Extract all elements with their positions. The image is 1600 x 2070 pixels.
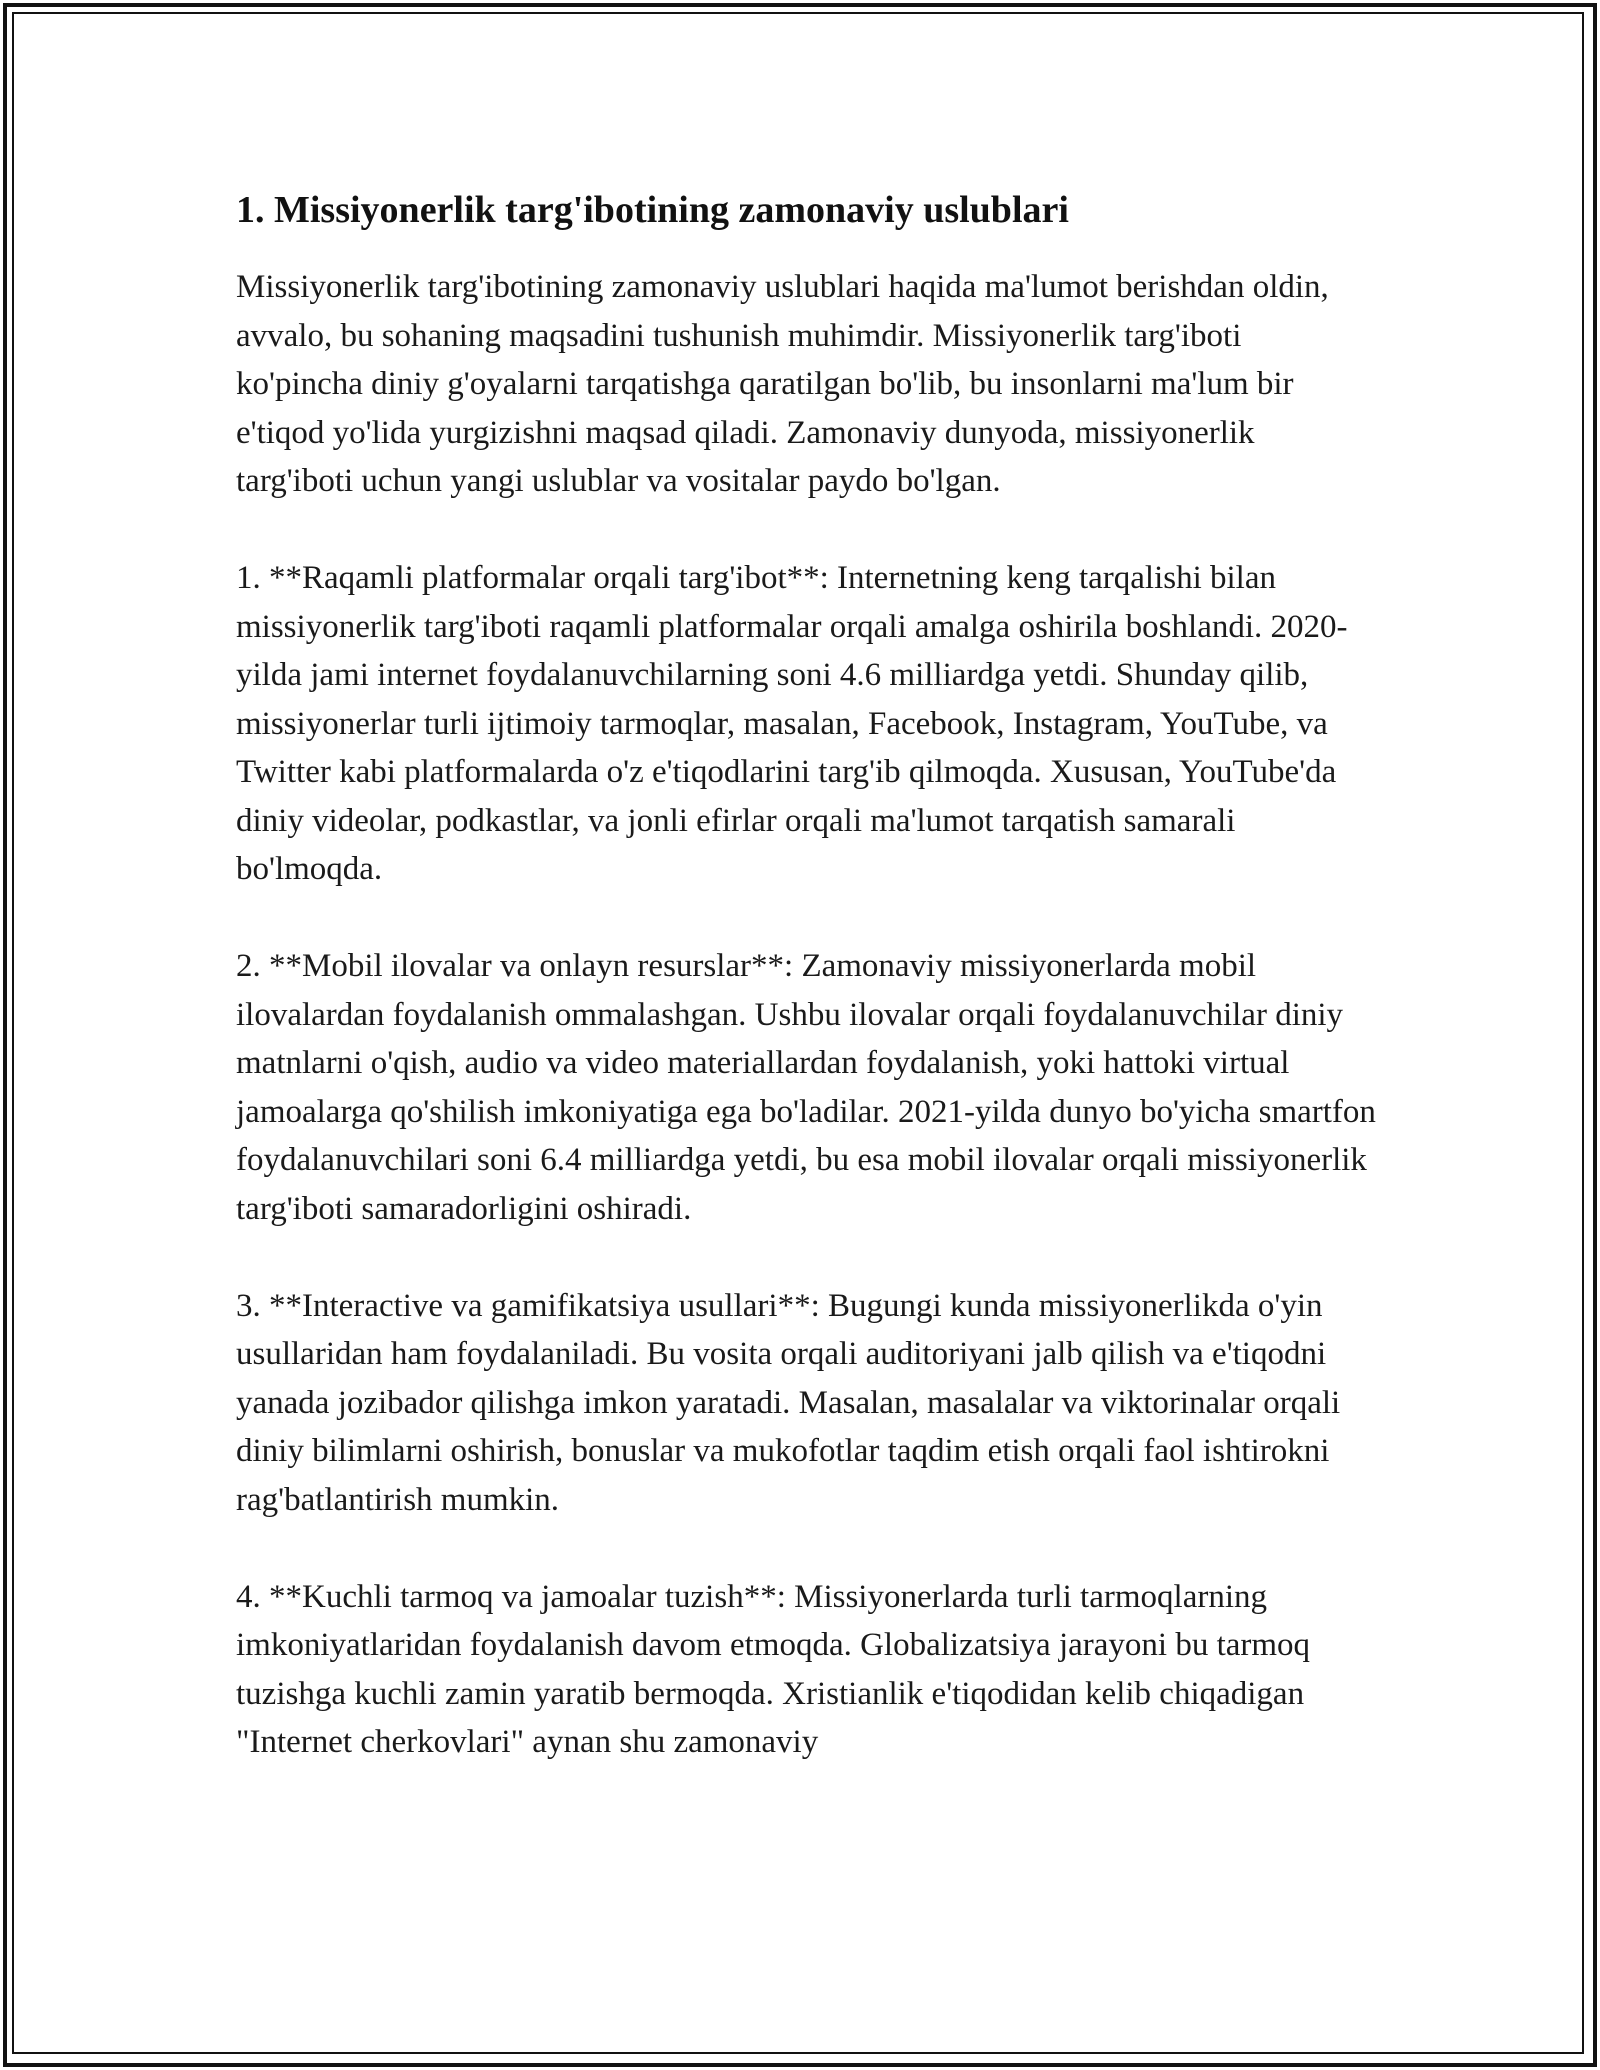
paragraph-networks: 4. **Kuchli tarmoq va jamoalar tuzish**: Missiyonerlarda turli tarmoqlarning imkoniyatlaridan foydalanish davom etmoqda. Globalizatsiya jarayoni bu tarmoq tuzishga kuchli zamin yaratib bermoqda. Xristianlik e'tiqodidan kelib chiqadigan "Internet cherkovlari" aynan shu zamonaviy: [236, 1578, 1311, 1760]
paragraph-mobile-apps: 2. **Mobil ilovalar va onlayn resurslar**: Zamonaviy missiyonerlarda mobil ilovalardan foydalanish ommalashgan. Ushbu ilovalar orqali foydalanuvchilar diniy matnlarni o'qish, audio va video materiallardan foydalanish, yoki hattoki virtual jamoalarga qo'shilish imkoniyatiga ega bo'ladilar. 2021-yilda dunyo bo'yicha smartfon foydalanuvchilari soni 6.4 milliardga yetdi, bu esa mobil ilovalar orqali missiyonerlik targ'iboti samaradorligini oshiradi.: [236, 948, 1376, 1227]
paragraph-digital-platforms: 1. **Raqamli platformalar orqali targ'ibot**: Internetning keng tarqalishi bilan missiyonerlik targ'iboti raqamli platformalar orqali amalga oshirila boshlandi. 2020-yilda jami internet foydalanuvchilarning soni 4.6 milliardga yetdi. Shunday qilib, missiyonerlar turli ijtimoiy tarmoqlar, masalan, Facebook, Instagram, YouTube, va Twitter kabi platformalarda o'z e'tiqodlarini targ'ib qilmoqda. Xususan, YouTube'da diniy videolar, podkastlar, va jonli efirlar orqali ma'lumot tarqatish samarali bo'lmoqda.: [236, 560, 1348, 887]
document-body: [236, 186, 1376, 1767]
intro-paragraph: Missiyonerlik targ'ibotining zamonaviy uslublari haqida ma'lumot berishdan oldin, avvalo, bu sohaning maqsadini tushunish muhimdir. Missiyonerlik targ'iboti ko'pincha diniy g'oyalarni tarqatishga qaratilgan bo'lib, bu insonlarni ma'lum bir e'tiqod yo'lida yurgizishni maqsad qiladi. Zamonaviy dunyoda, missiyonerlik targ'iboti uchun yangi uslublar va vositalar paydo bo'lgan.: [236, 269, 1329, 499]
section-heading: 1. Missiyonerlik targ'ibotining zamonaviy uslublari: [236, 189, 1069, 231]
paragraph-gamification: 3. **Interactive va gamifikatsiya usullari**: Bugungi kunda missiyonerlikda o'yin usullaridan ham foydalaniladi. Bu vosita orqali auditoriyani jalb qilish va e'tiqodni yanada jozibador qilishga imkon yaratadi. Masalan, masalalar va viktorinalar orqali diniy bilimlarni oshirish, bonuslar va mukofotlar taqdim etish orqali faol ishtirokni rag'batlantirish mumkin.: [236, 1287, 1341, 1518]
